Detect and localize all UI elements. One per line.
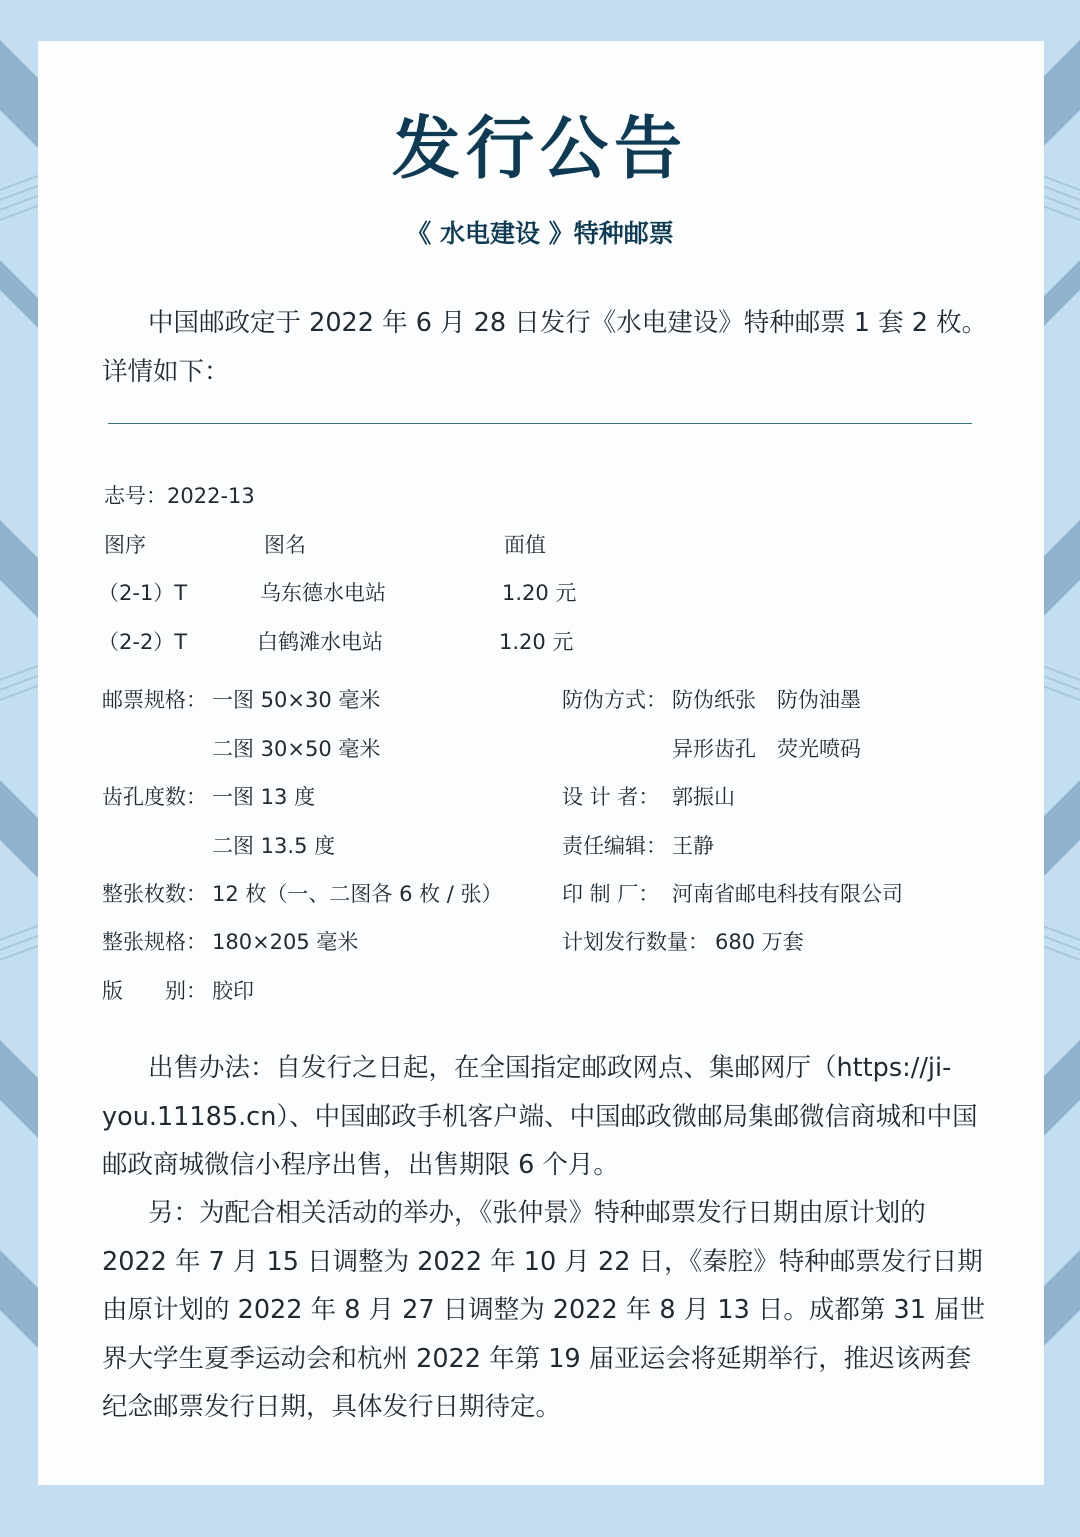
spec-value-security-2: 异形齿孔 荧光喷码 [672, 737, 861, 761]
spec-label-perforation: 齿孔度数： [102, 785, 207, 809]
sale-paragraph: 出售办法：自发行之日起，在全国指定邮政网点、集邮网厅（https://ji-you.11185.cn）、中国邮政手机客户端、中国邮政微邮局集邮微信商城和中国邮政商城微信小程序出售，出售期限 6 个月。 [102, 1053, 978, 1180]
table-header-order: 图序 [104, 533, 146, 557]
spec-value-sheet-size: 180×205 毫米 [212, 930, 359, 954]
spec-value-security: 防伪纸张 防伪油墨 [672, 688, 861, 712]
spec-value-perforation: 一图 13 度 [212, 785, 316, 809]
table-header-name: 图名 [264, 533, 306, 557]
spec-label-sheet-size: 整张规格： [102, 930, 207, 954]
spec-label-printing: 版 别： [102, 979, 207, 1003]
page-title: 发行公告 [391, 110, 688, 189]
page-subtitle: 《 水电建设 》特种邮票 [406, 219, 674, 248]
spec-label-size: 邮票规格： [102, 688, 207, 712]
table-cell-order: （2-2）T [98, 630, 188, 654]
spec-value-editor: 王静 [672, 834, 714, 858]
spec-value-perforation-2: 二图 13.5 度 [212, 834, 336, 858]
spec-value-printer: 河南省邮电科技有限公司 [672, 882, 903, 906]
stamp-number: 志号：2022-13 [104, 484, 255, 508]
spec-label-sheet-count: 整张枚数： [102, 882, 207, 906]
spec-value-designer: 郭振山 [672, 785, 735, 809]
table-cell-name: 乌东德水电站 [260, 581, 386, 605]
table-cell-value: 1.20 元 [502, 581, 577, 605]
table-cell-value: 1.20 元 [499, 630, 574, 654]
spec-value-size: 一图 50×30 毫米 [212, 688, 381, 712]
table-cell-name: 白鹤滩水电站 [257, 630, 383, 654]
spec-value-sheet-count: 12 枚（一、二图各 6 枚 / 张） [212, 882, 503, 906]
spec-value-printing: 胶印 [212, 979, 254, 1003]
spec-value-quantity: 680 万套 [715, 930, 804, 954]
spec-label-security: 防伪方式： [562, 688, 667, 712]
note-paragraph: 另：为配合相关活动的举办，《张仲景》特种邮票发行日期由原计划的 2022 年 7 月 15 日调整为 2022 年 10 月 22 日，《秦腔》特种邮票发行日期由原计划的 2022 年 8 月 27 日调整为 2022 年 8 月 13 日。成都第 31 届世界大学生夏季运动会和杭州 2022 年第 19 届亚运会将延期举行，推迟该两套纪念邮票发行日期，具体发行日期待定。 [102, 1198, 986, 1422]
spec-label-editor: 责任编辑： [562, 834, 667, 858]
spec-label-designer: 设 计 者： [562, 785, 660, 809]
divider-line [108, 423, 972, 424]
intro-paragraph: 中国邮政定于 2022 年 6 月 28 日发行《水电建设》特种邮票 1 套 2 枚。详情如下： [102, 308, 988, 387]
table-header-value: 面值 [504, 533, 546, 557]
spec-label-printer: 印 制 厂： [562, 882, 660, 906]
table-cell-order: （2-1）T [98, 581, 188, 605]
spec-value-size-2: 二图 30×50 毫米 [212, 737, 381, 761]
spec-label-quantity: 计划发行数量： [562, 930, 709, 954]
